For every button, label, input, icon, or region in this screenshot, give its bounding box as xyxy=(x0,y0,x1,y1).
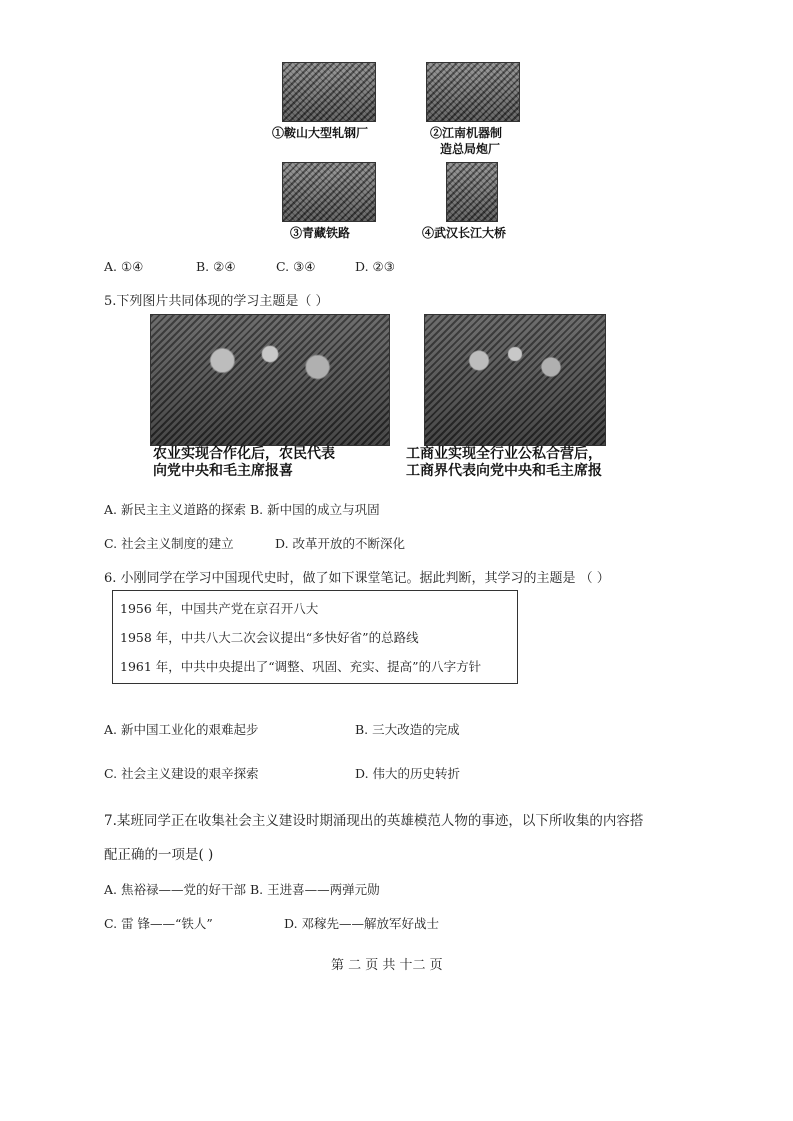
q7-option-ab: A. 焦裕禄——党的好干部 B. 王进喜——两弹元勋 xyxy=(104,882,380,897)
note-line-1958: 1958 年，中共八大二次会议提出“多快好省”的总路线 xyxy=(120,630,419,645)
q4-option-c: C. ③④ xyxy=(276,259,316,274)
caption-img2-line1: ②江南机器制 xyxy=(430,126,503,140)
q5-option-ab: A. 新民主主义道路的探索 B. 新中国的成立与巩固 xyxy=(104,502,380,517)
q7-stem-line2: 配正确的一项是( ) xyxy=(104,847,214,863)
q7-stem-line1: 7.某班同学正在收集社会主义建设时期涌现出的英雄模范人物的事迹，以下所收集的内容搭 xyxy=(104,813,644,829)
caption-img4: ④武汉长江大桥 xyxy=(422,226,507,240)
page-footer: 第 二 页 共 十二 页 xyxy=(331,958,443,973)
photo-industrialists-report xyxy=(424,314,606,446)
q6-option-d: D. 伟大的历史转折 xyxy=(355,766,461,781)
photo-farmers-report xyxy=(150,314,390,446)
q6-option-b: B. 三大改造的完成 xyxy=(355,722,460,737)
q5-caption-left-line2: 向党中央和毛主席报喜 xyxy=(153,463,293,479)
q5-caption-right-line2: 工商界代表向党中央和毛主席报 xyxy=(406,463,602,479)
q4-option-b: B. ②④ xyxy=(196,259,236,274)
q5-option-d: D. 改革开放的不断深化 xyxy=(275,536,406,551)
q5-caption-right-line1: 工商业实现全行业公私合营后， xyxy=(406,446,602,462)
photo-jiangnan-arsenal xyxy=(426,62,520,122)
caption-img1: ①鞍山大型轧钢厂 xyxy=(272,126,369,140)
q4-option-d: D. ②③ xyxy=(355,259,395,274)
q5-option-c: C. 社会主义制度的建立 xyxy=(104,536,234,551)
note-line-1961: 1961 年，中共中央提出了“调整、巩固、充实、提高”的八字方针 xyxy=(120,659,482,674)
q6-option-a: A. 新中国工业化的艰难起步 xyxy=(104,722,259,737)
q5-caption-left-line1: 农业实现合作化后，农民代表 xyxy=(153,446,335,462)
q5-stem: 5.下列图片共同体现的学习主题是（ ） xyxy=(104,294,329,309)
q7-option-d: D. 邓稼先——解放军好战士 xyxy=(284,916,440,931)
note-line-1956: 1956 年，中国共产党在京召开八大 xyxy=(120,601,319,616)
photo-qinghai-tibet-railway xyxy=(282,162,376,222)
q6-option-c: C. 社会主义建设的艰辛探索 xyxy=(104,766,259,781)
caption-img2-line2: 造总局炮厂 xyxy=(440,142,501,156)
q4-option-a: A. ①④ xyxy=(104,259,144,274)
caption-img3: ③青藏铁路 xyxy=(290,226,351,240)
photo-wuhan-bridge xyxy=(446,162,498,222)
photo-anshan-steel xyxy=(282,62,376,122)
class-notes-box xyxy=(112,590,518,684)
q6-stem: 6. 小刚同学在学习中国现代史时，做了如下课堂笔记。据此判断，其学习的主题是 （ ） xyxy=(104,571,610,586)
q7-option-c: C. 雷 锋——“铁人” xyxy=(104,916,213,931)
